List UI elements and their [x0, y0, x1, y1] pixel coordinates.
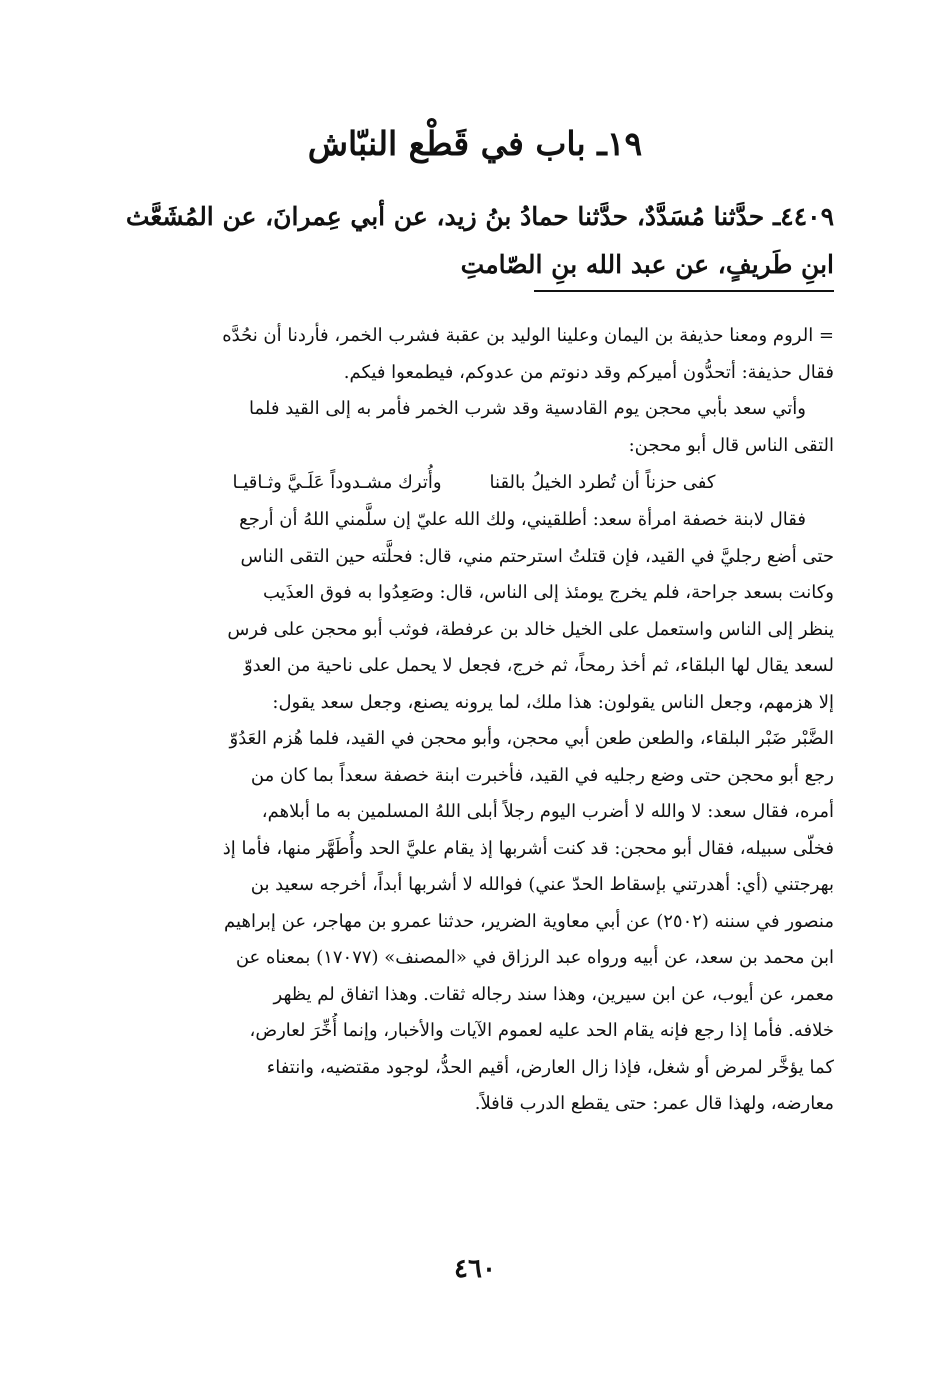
hadith-line: ابنِ طَريفٍ، عن عبد الله بنِ الصّامتِ	[460, 250, 834, 279]
hadith-line: ٤٤٠٩ـ حدَّثنا مُسَدَّدٌ، حدَّثنا حمادُ بنُ زيد، عن أبي عِمرانَ، عن المُشَعَّث	[125, 202, 834, 231]
footnote-line: خلافه. فأما إذا رجع فإنه يقام الحد عليه لعموم الآيات والأخبار، وإنما أُخِّرَ لعارض،	[249, 1020, 834, 1041]
footnote-line: معارضه، ولهذا قال عمر: حتى يقطع الدرب قافلاً.	[474, 1093, 834, 1114]
footnote-line: ابن محمد بن سعد، عن أبيه ورواه عبد الرزاق في «المصنف» (١٧٠٧٧) بمعناه عن	[235, 947, 834, 968]
footnote-line: فقال لابنة خصفة امرأة سعد: أطلقيني، ولك الله عليّ إن سلَّمني اللهُ أن أرجع	[239, 509, 806, 530]
footnote-line: وكانت بسعد جراحة، فلم يخرج يومئذ إلى الناس، قال: وصَعِدُوا به فوق العذَيب	[262, 582, 834, 603]
footnote-line: فخلّى سبيله، فقال أبو محجن: قد كنت أشربها إذ يقام عليَّ الحد وأُطَهَّر منها، فأما إذ	[222, 837, 834, 859]
page-number: ٤٦٠	[454, 1254, 496, 1284]
footnote-line: وأتي سعد بأبي محجن يوم القادسية وقد شرب الخمر فأمر به إلى القيد فلما	[249, 398, 806, 419]
footnote-block	[114, 318, 834, 1123]
chapter-title: ١٩ـ باب في قَطْع النبّاش	[307, 124, 643, 163]
footnote-line: رجع أبو محجن حتى وضع رجليه في القيد، فأخبرت ابنة خصفة سعداً بما كان من	[250, 764, 834, 786]
footnote-line: فقال حذيفة: أتحدُّون أميركم وقد دنوتم من عدوكم، فيطمعوا فيكم.	[343, 361, 834, 383]
footnote-line: حتى أضع رجليَّ في القيد، فإن قتلتُ استرحتم مني، قال: فحلَّته حين التقى الناس	[240, 545, 834, 567]
footnote-line: ينظر إلى الناس واستعمل على الخيل خالد بن عرفطة، فوثب أبو محجن على فرس	[227, 618, 834, 640]
footnote-lines-after-verse	[114, 502, 834, 1123]
footnote-line: = الروم ومعنا حذيفة بن اليمان وعلينا الوليد بن عقبة فشرب الخمر، فأردنا أن نحُدَّه	[222, 325, 834, 346]
verse-hemistich-second: وأُترك مشـدوداً عَلَـيَّ وثـاقيـا	[232, 472, 442, 493]
footnote-line: الضَّبْر ضَبْر البلقاء، والطعن طعن أبي محجن، وأبو محجن في القيد، فلما هُزم العَدُوّ	[229, 728, 834, 749]
footnote-separator	[534, 290, 834, 292]
verse-hemistich-first: كفى حزناً أن تُطرد الخيلُ بالقنا	[489, 472, 716, 493]
footnote-line: معمر، عن أيوب، عن ابن سيرين، وهذا سند رجاله ثقات. وهذا اتفاق لم يظهر	[273, 983, 834, 1005]
footnote-line: إلا هزمهم، وجعل الناس يقولون: هذا ملك، لما يرونه يصنع، وجعل سعد يقول:	[272, 691, 834, 713]
footnote-line: بهرجتني (أي: أهدرتني بإسقاط الحدّ عني) فوالله لا أشربها أبداً، أخرجه سعيد بن	[250, 874, 834, 895]
footnote-line: لسعد يقال لها البلقاء، ثم أخذ رمحاً، ثم خرج، فجعل لا يحمل على ناحية من العدوّ	[243, 655, 834, 676]
footnote-lines-before-verse	[114, 318, 834, 464]
poem-verse	[114, 464, 834, 502]
footnote-line: أمره، فقال سعد: لا والله لا أضرب اليوم رجلاً أبلى اللهُ المسلمين به ما أبلاهم،	[261, 801, 834, 822]
hadith-text	[114, 193, 834, 289]
footnote-line: منصور في سننه (٢٥٠٢) عن أبي معاوية الضرير، حدثنا عمرو بن مهاجر، عن إبراهيم	[224, 910, 834, 932]
footnote-line: كما يؤخَّر لمرض أو شغل، فإذا زال العارض، أقيم الحدُّ، لوجود مقتضيه، وانتفاء	[266, 1056, 834, 1078]
footnote-line: التقى الناس قال أبو محجن:	[628, 434, 834, 456]
